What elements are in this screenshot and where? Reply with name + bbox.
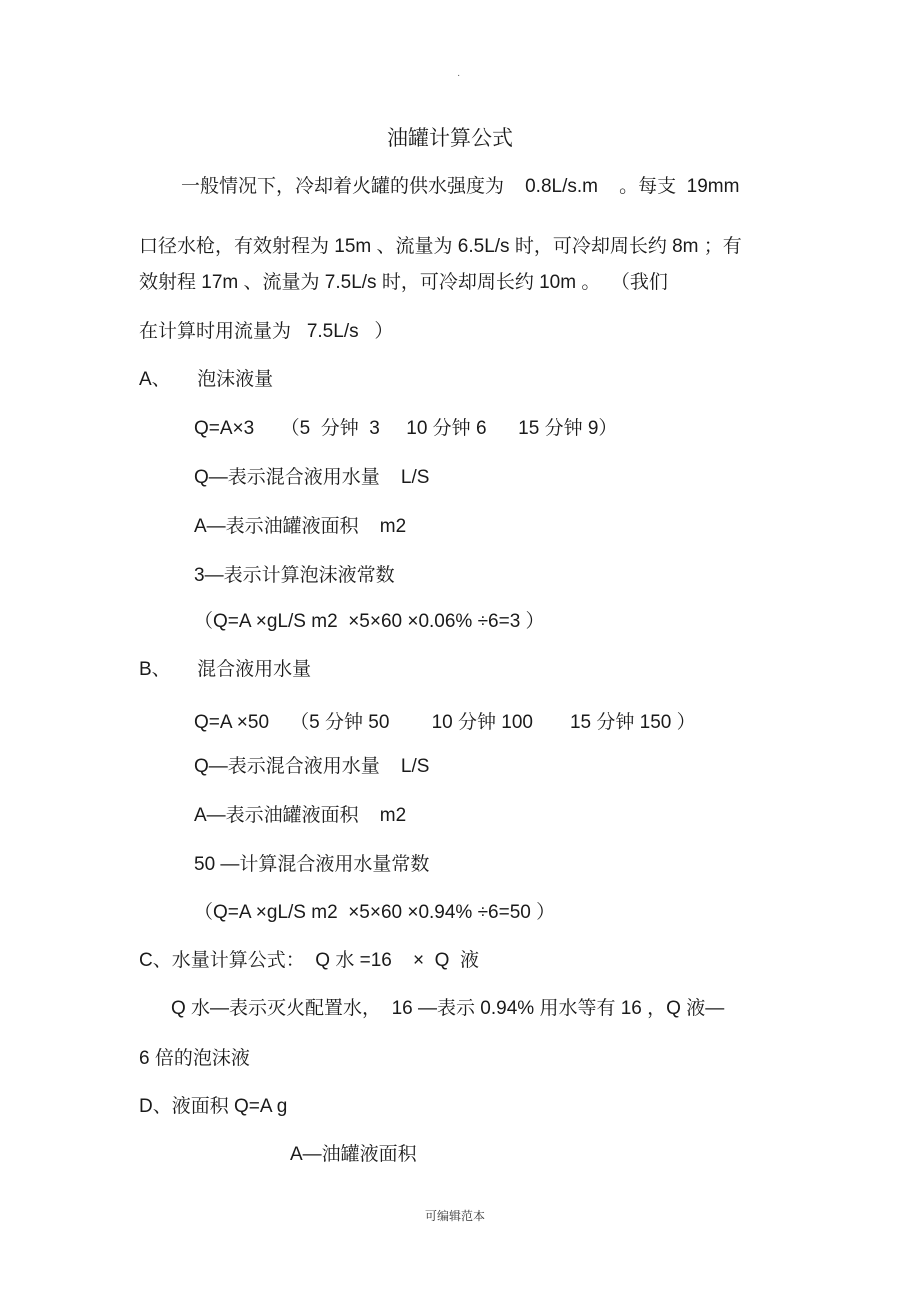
section-d-def-a: A—油罐液面积 (290, 1144, 417, 1165)
page-title: 油罐计算公式 (387, 126, 513, 150)
section-c-explain-2: 6 倍的泡沫液 (139, 1048, 250, 1069)
section-b-derivation: （Q=A ×gL/S m2 ×5×60 ×0.94% ÷6=50 ） (194, 902, 556, 923)
intro-line-4: 在计算时用流量为 7.5L/s ） (139, 321, 394, 342)
section-c-heading: C、水量计算公式： Q 水 =16 × Q 液 (139, 950, 479, 971)
section-b-formula: Q=A ×50 （5 分钟 50 10 分钟 100 15 分钟 150 ） (194, 712, 696, 733)
section-a-def-a: A—表示油罐液面积 m2 (194, 516, 407, 537)
section-a-def-q: Q—表示混合液用水量 L/S (194, 467, 430, 488)
header-mark: · (457, 70, 461, 81)
page-footer: 可编辑范本 (425, 1209, 486, 1223)
section-b-def-q: Q—表示混合液用水量 L/S (194, 756, 430, 777)
section-a-heading: A、 泡沫液量 (139, 369, 274, 390)
section-b-def-a: A—表示油罐液面积 m2 (194, 805, 407, 826)
section-b-heading: B、 混合液用水量 (139, 659, 312, 680)
section-a-derivation: （Q=A ×gL/S m2 ×5×60 ×0.06% ÷6=3 ） (194, 611, 545, 632)
section-a-def-3: 3—表示计算泡沫液常数 (194, 565, 395, 586)
section-c-explain-1: Q 水—表示灭火配置水， 16 —表示 0.94% 用水等有 16 ，Q 液— (171, 998, 725, 1019)
section-b-def-50: 50 —计算混合液用水量常数 (194, 854, 430, 875)
section-d-heading: D、液面积 Q=A g (139, 1096, 288, 1117)
intro-line-2: 口径水枪，有效射程为 15m 、流量为 6.5L/s 时，可冷却周长约 8m ；有 (139, 236, 742, 257)
intro-line-1: 一般情况下，冷却着火罐的供水强度为 0.8L/s.m 。每支 19mm (181, 176, 740, 197)
section-a-formula: Q=A×3 （5 分钟 3 10 分钟 6 15 分钟 9） (194, 418, 618, 439)
intro-line-3: 效射程 17m 、流量为 7.5L/s 时，可冷却周长约 10m 。 （我们 (139, 272, 668, 293)
